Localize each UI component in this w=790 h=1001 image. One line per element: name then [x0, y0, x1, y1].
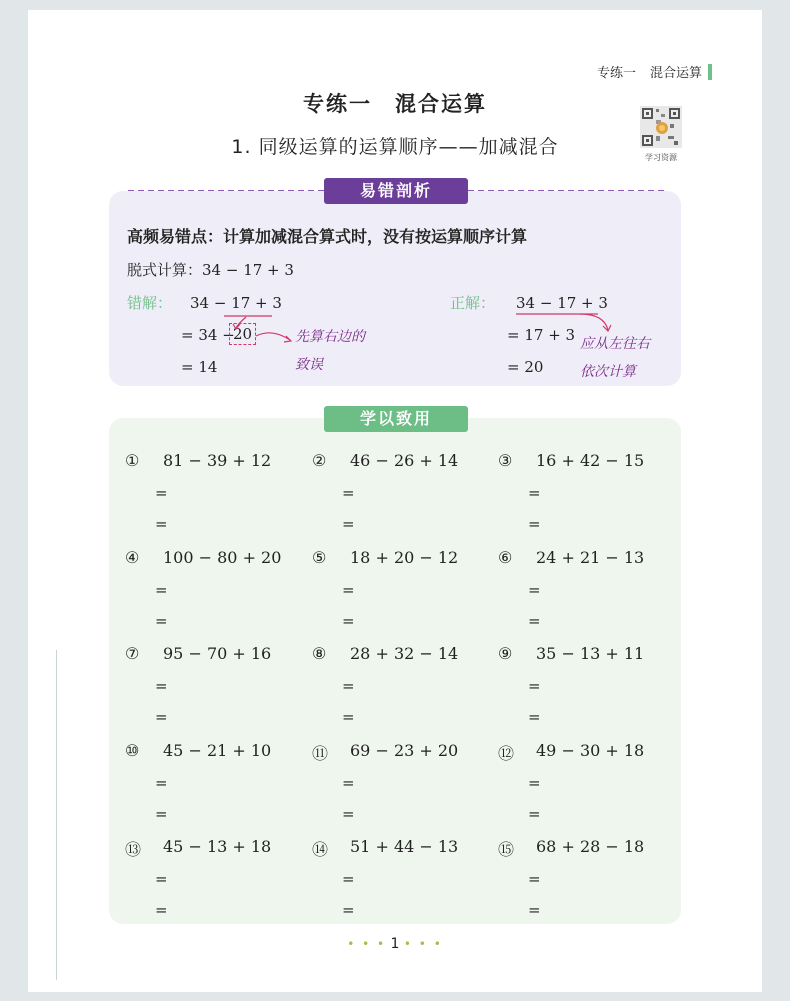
problem-expression: 49 − 30 + 18 [536, 740, 645, 760]
qr-label: 学习资源 [645, 153, 677, 162]
wrong-annotation-arrows [180, 300, 300, 352]
answer-line-1[interactable]: = [155, 677, 168, 695]
page-title: 专练一 混合运算 [303, 92, 487, 116]
running-header [597, 62, 712, 81]
practice-tag: 学以致用 [324, 406, 468, 432]
wrong-note-line1: 先算右边的 [295, 329, 365, 345]
error-heading: 高频易错点：计算加减混合算式时，没有按运算顺序计算 [127, 227, 528, 246]
header-topic: 混合运算 [649, 66, 702, 81]
problem-number: ⑦ [125, 644, 140, 663]
wrong-note-line2: 致误 [295, 357, 323, 373]
answer-line-2[interactable]: = [155, 515, 168, 533]
problem-expression: 45 − 21 + 10 [163, 740, 272, 760]
problem-expression: 16 + 42 − 15 [536, 451, 645, 470]
answer-line-1[interactable]: = [342, 773, 355, 792]
error-problem: 脱式计算：34 − 17 + 3 [127, 261, 294, 279]
problem-number: ⑤ [312, 547, 327, 567]
answer-line-1[interactable]: = [155, 580, 168, 599]
right-step2: = 20 [507, 358, 544, 376]
problem-number: ④ [125, 547, 140, 567]
problem-number: ⑩ [125, 740, 140, 760]
problem-number: ⑨ [498, 644, 513, 663]
problem-expression: 81 − 39 + 12 [163, 451, 272, 470]
answer-line-2[interactable]: = [155, 708, 168, 726]
page-subtitle: 1. 同级运算的运算顺序——加减混合 [231, 136, 559, 158]
answer-line-2[interactable]: = [528, 515, 541, 533]
problem-number: ⑭ [312, 840, 329, 859]
wrong-step1-prefix: = 34 − [181, 326, 235, 344]
problem-expression: 46 − 26 + 14 [350, 451, 459, 470]
problem-expression: 68 + 28 − 18 [536, 837, 645, 856]
page-number-dots-left: • • • [347, 937, 387, 951]
answer-line-2[interactable]: = [342, 901, 355, 919]
problem-expression: 51 + 44 − 13 [350, 837, 459, 856]
page-number [0, 936, 790, 952]
error-analysis-panel [109, 191, 681, 386]
answer-line-1[interactable]: = [528, 677, 541, 695]
problem-expression: 45 − 13 + 18 [163, 837, 272, 856]
right-label: 正解： [450, 294, 496, 312]
page-edge-line [56, 650, 57, 980]
problem-expression: 95 − 70 + 16 [163, 644, 272, 663]
answer-line-2[interactable]: = [155, 901, 168, 919]
answer-line-1[interactable]: = [528, 580, 541, 599]
answer-line-1[interactable]: = [342, 484, 355, 502]
wrong-label: 错解： [127, 294, 173, 312]
wrong-step1-boxed: 20 [229, 323, 256, 345]
right-expr: 34 − 17 + 3 [516, 294, 608, 312]
problem-number: ⑥ [498, 547, 513, 567]
problem-expression: 28 + 32 − 14 [350, 644, 459, 663]
answer-line-1[interactable]: = [155, 773, 168, 792]
answer-line-2[interactable]: = [155, 804, 168, 823]
answer-line-2[interactable]: = [342, 708, 355, 726]
answer-line-1[interactable]: = [528, 773, 541, 792]
answer-line-2[interactable]: = [342, 804, 355, 823]
problem-number: ① [125, 451, 140, 470]
answer-line-1[interactable]: = [528, 870, 541, 888]
problem-expression: 24 + 21 − 13 [536, 547, 645, 567]
answer-line-1[interactable]: = [155, 484, 168, 502]
answer-line-1[interactable]: = [528, 484, 541, 502]
problem-expression: 100 − 80 + 20 [163, 547, 282, 567]
answer-line-1[interactable]: = [342, 580, 355, 599]
right-note-line1: 应从左往右 [580, 336, 650, 352]
problem-number: ② [312, 451, 327, 470]
answer-line-1[interactable]: = [342, 677, 355, 695]
problem-number: ⑮ [498, 840, 515, 859]
answer-line-2[interactable]: = [528, 804, 541, 823]
answer-line-2[interactable]: = [155, 611, 168, 630]
answer-line-2[interactable]: = [342, 611, 355, 630]
right-note-line2: 依次计算 [580, 364, 636, 380]
problem-number: ⑪ [312, 743, 329, 763]
error-analysis-tag: 易错剖析 [324, 178, 468, 204]
problem-number: ③ [498, 451, 513, 470]
problem-expression: 18 + 20 − 12 [350, 547, 459, 567]
problem-number: ⑬ [125, 840, 142, 859]
right-step1: = 17 + 3 [507, 326, 576, 344]
problem-number: ⑫ [498, 743, 515, 763]
answer-line-1[interactable]: = [342, 870, 355, 888]
problem-expression: 35 − 13 + 11 [536, 644, 645, 663]
answer-line-1[interactable]: = [155, 870, 168, 888]
answer-line-2[interactable]: = [528, 901, 541, 919]
right-annotation-arrow [510, 300, 620, 336]
answer-line-2[interactable]: = [342, 515, 355, 533]
problem-expression: 69 − 23 + 20 [350, 740, 459, 760]
header-section: 专练一 [596, 66, 636, 81]
wrong-expr: 34 − 17 + 3 [190, 294, 282, 312]
answer-line-2[interactable]: = [528, 611, 541, 630]
wrong-step2: = 14 [181, 358, 218, 376]
page-number-value: 1 [390, 936, 400, 952]
page-number-dots-right: • • • [403, 937, 443, 951]
problem-number: ⑧ [312, 644, 327, 663]
qr-code-icon[interactable] [640, 106, 682, 148]
answer-line-2[interactable]: = [528, 708, 541, 726]
header-accent-bar [708, 64, 712, 80]
